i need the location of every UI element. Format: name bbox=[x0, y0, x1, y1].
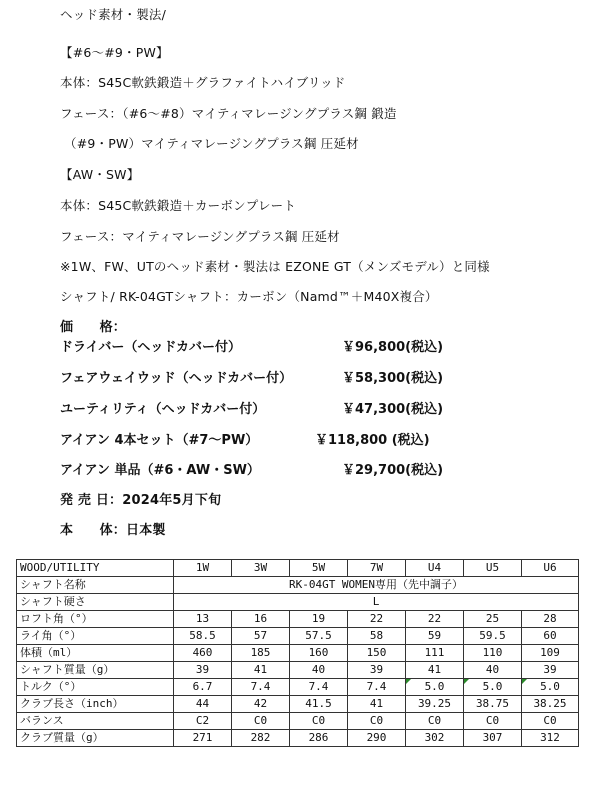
table-cell: 57 bbox=[232, 628, 290, 645]
table-cell: 38.25 bbox=[522, 696, 579, 713]
shaft-flex-value: L bbox=[174, 594, 579, 611]
table-cell: 109 bbox=[522, 645, 579, 662]
table-cell: 185 bbox=[232, 645, 290, 662]
table-cell: 7.4 bbox=[232, 679, 290, 696]
table-cell: 40 bbox=[464, 662, 522, 679]
table-cell: 460 bbox=[174, 645, 232, 662]
table-cell: 60 bbox=[522, 628, 579, 645]
origin: 本 体：日本製 bbox=[60, 523, 166, 538]
table-cell: 39 bbox=[174, 662, 232, 679]
spec-line-iron-group-1: 【#6～#9・PW】 bbox=[60, 45, 169, 60]
table-cell: 7.4 bbox=[290, 679, 348, 696]
table-cell: 58 bbox=[348, 628, 406, 645]
table-cell: 25 bbox=[464, 611, 522, 628]
shaft-name-value: RK-04GT WOMEN専用（先中調子） bbox=[174, 577, 579, 594]
table-cell: 44 bbox=[174, 696, 232, 713]
table-cell: 19 bbox=[290, 611, 348, 628]
table-cell: 58.5 bbox=[174, 628, 232, 645]
row-label: シャフト名称 bbox=[17, 577, 174, 594]
table-row bbox=[17, 696, 579, 713]
price-value: ￥58,300(税込) bbox=[342, 371, 444, 386]
table-header-cell: U6 bbox=[522, 560, 579, 577]
table-row-shaft-name bbox=[17, 577, 579, 594]
price-label: アイアン 単品（#6・AW・SW） bbox=[60, 463, 260, 478]
table-row bbox=[17, 730, 579, 747]
table-cell: 5.0 bbox=[522, 679, 579, 696]
table-cell: 271 bbox=[174, 730, 232, 747]
table-row-shaft-flex bbox=[17, 594, 579, 611]
table-header-cell: U4 bbox=[406, 560, 464, 577]
spec-line-face-3: フェース：マイティマレージングプラス鋼 圧延材 bbox=[60, 229, 340, 244]
price-row-utility bbox=[60, 401, 590, 419]
spec-line-body-1: 本体：S45C軟鉄鍛造＋グラファイトハイブリッド bbox=[60, 75, 346, 90]
table-cell: 150 bbox=[348, 645, 406, 662]
table-cell: 57.5 bbox=[290, 628, 348, 645]
row-label: シャフト硬さ bbox=[17, 594, 174, 611]
table-header-cell: 3W bbox=[232, 560, 290, 577]
table-row bbox=[17, 662, 579, 679]
table-row bbox=[17, 628, 579, 645]
spec-line-face-2: （#9・PW）マイティマレージングプラス鋼 圧延材 bbox=[64, 136, 359, 151]
row-label: クラブ質量（g） bbox=[17, 730, 174, 747]
table-cell: C0 bbox=[406, 713, 464, 730]
table-cell: C0 bbox=[464, 713, 522, 730]
table-cell: 7.4 bbox=[348, 679, 406, 696]
row-label: ロフト角（°） bbox=[17, 611, 174, 628]
table-cell: 22 bbox=[406, 611, 464, 628]
spec-line-shaft: シャフト/ RK-04GTシャフト：カーボン（Namd™＋M40X複合） bbox=[60, 289, 438, 304]
spec-line-note: ※1W、FW、UTのヘッド素材・製法は EZONE GT（メンズモデル）と同様 bbox=[60, 259, 490, 274]
price-value: ￥96,800(税込) bbox=[342, 340, 444, 355]
table-cell: 41 bbox=[232, 662, 290, 679]
price-row-fairway bbox=[60, 370, 590, 388]
table-row bbox=[17, 645, 579, 662]
table-cell: 16 bbox=[232, 611, 290, 628]
spec-line-face-1: フェース：（#6～#8）マイティマレージングプラス鋼 鍛造 bbox=[60, 106, 397, 121]
table-cell: 5.0 bbox=[464, 679, 522, 696]
row-label: クラブ長さ（inch） bbox=[17, 696, 174, 713]
table-header-row bbox=[17, 560, 579, 577]
table-cell: 41 bbox=[406, 662, 464, 679]
price-label: フェアウェイウッド（ヘッドカバー付） bbox=[60, 371, 293, 386]
table-header-cell: 7W bbox=[348, 560, 406, 577]
table-cell: 22 bbox=[348, 611, 406, 628]
table-cell: 307 bbox=[464, 730, 522, 747]
price-label: アイアン 4本セット（#7～PW） bbox=[60, 433, 259, 448]
table-cell: 28 bbox=[522, 611, 579, 628]
price-value: ￥118,800 (税込) bbox=[315, 433, 430, 448]
table-cell: 160 bbox=[290, 645, 348, 662]
table-header-cell: WOOD/UTILITY bbox=[17, 560, 174, 577]
table-cell: 286 bbox=[290, 730, 348, 747]
table-cell: 312 bbox=[522, 730, 579, 747]
table-cell: C0 bbox=[522, 713, 579, 730]
table-cell: 111 bbox=[406, 645, 464, 662]
table-cell: 59.5 bbox=[464, 628, 522, 645]
spec-table bbox=[16, 559, 579, 747]
release-date: 発 売 日：2024年5月下旬 bbox=[60, 493, 222, 508]
table-cell: 38.75 bbox=[464, 696, 522, 713]
table-cell: 41 bbox=[348, 696, 406, 713]
price-value: ￥47,300(税込) bbox=[342, 402, 444, 417]
table-cell: C0 bbox=[348, 713, 406, 730]
price-heading: 価 格： bbox=[60, 320, 127, 335]
table-cell: C0 bbox=[232, 713, 290, 730]
table-cell: 6.7 bbox=[174, 679, 232, 696]
row-label: トルク（°） bbox=[17, 679, 174, 696]
table-row bbox=[17, 679, 579, 696]
price-label: ユーティリティ（ヘッドカバー付） bbox=[60, 402, 266, 417]
table-cell: 39 bbox=[348, 662, 406, 679]
row-label: 体積（ml） bbox=[17, 645, 174, 662]
table-cell: 110 bbox=[464, 645, 522, 662]
table-cell: 282 bbox=[232, 730, 290, 747]
table-cell: 42 bbox=[232, 696, 290, 713]
table-cell: 41.5 bbox=[290, 696, 348, 713]
spec-line-head-material: ヘッド素材・製法/ bbox=[60, 7, 167, 22]
spec-line-body-2: 本体：S45C軟鉄鍛造＋カーボンプレート bbox=[60, 198, 297, 213]
table-row bbox=[17, 713, 579, 730]
row-label: バランス bbox=[17, 713, 174, 730]
price-label: ドライバー（ヘッドカバー付） bbox=[60, 340, 241, 355]
table-cell: 5.0 bbox=[406, 679, 464, 696]
table-header-cell: U5 bbox=[464, 560, 522, 577]
table-cell: 290 bbox=[348, 730, 406, 747]
table-cell: C2 bbox=[174, 713, 232, 730]
table-cell: 59 bbox=[406, 628, 464, 645]
table-cell: 39 bbox=[522, 662, 579, 679]
price-row-driver bbox=[60, 339, 590, 357]
row-label: シャフト質量（g） bbox=[17, 662, 174, 679]
table-header-cell: 5W bbox=[290, 560, 348, 577]
price-value: ￥29,700(税込) bbox=[342, 463, 444, 478]
table-cell: 13 bbox=[174, 611, 232, 628]
price-row-iron-single bbox=[60, 462, 590, 480]
spec-line-iron-group-2: 【AW・SW】 bbox=[60, 167, 140, 182]
row-label: ライ角（°） bbox=[17, 628, 174, 645]
table-row bbox=[17, 611, 579, 628]
table-cell: C0 bbox=[290, 713, 348, 730]
price-row-iron-set bbox=[60, 432, 590, 450]
table-header-cell: 1W bbox=[174, 560, 232, 577]
table-cell: 302 bbox=[406, 730, 464, 747]
table-cell: 39.25 bbox=[406, 696, 464, 713]
table-cell: 40 bbox=[290, 662, 348, 679]
